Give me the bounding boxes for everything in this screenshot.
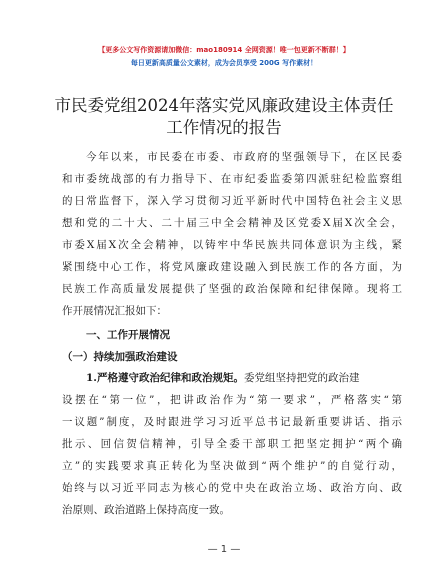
paragraph-line: 一议题”制度，及时跟进学习习近平总书记最新重要讲话、指示: [62, 416, 402, 428]
paragraph-line: 作开展情况汇报如下：: [62, 305, 167, 317]
paragraph-line: 始终与以习近平同志为核心的党中央在政治立场、政治方向、政: [62, 482, 402, 494]
item-text: 委党组坚持把党的政治建: [243, 372, 360, 384]
paragraph-line: 治原则、政治道路上保持高度一致。: [62, 504, 230, 516]
paragraph-line: 紧围绕中心工作，将党风廉政建设融入到民族工作的各方面，为: [62, 261, 402, 273]
page-number: — 1 —: [207, 544, 241, 555]
paragraph-line: 市委X届X次全会精神，以铸牢中华民族共同体意识为主线，紧: [62, 239, 402, 251]
paragraph-line: 立”的实践要求真正转化为坚决做到“两个维护”的自觉行动，: [62, 460, 402, 472]
subsection-heading: （一）持续加强政治建设: [62, 351, 178, 363]
paragraph-line: 设摆在“第一位”，把讲政治作为“第一要求”，严格落实“第: [62, 394, 402, 406]
document-title-continued: 工作情况的报告: [166, 118, 282, 137]
promo-banner-line: 【更多公文写作资源请加微信：mao180914 全网资源！唯一包更新不断群！】: [98, 46, 350, 54]
document-title: 市民委党组2024年落实党风廉政建设主体责任: [54, 96, 394, 115]
paragraph-line: 的日常监督下，深入学习贯彻习近平新时代中国特色社会主义思: [62, 195, 402, 207]
paragraph-line: 批示、回信贺信精神，引导全委干部职工把坚定拥护“两个确: [62, 438, 402, 450]
paragraph-line: 和市委统战部的有力指导下、在市纪委监委第四派驻纪检监察组: [62, 173, 402, 185]
paragraph-line: 想和党的二十大、二十届三中全会精神及区党委X届X次全会，: [62, 217, 402, 229]
section-heading: 一、工作开展情况: [86, 329, 170, 341]
item-heading: 1.严格遵守政治纪律和政治规矩。: [86, 372, 244, 384]
promo-subline: 每日更新高质量公文素材，成为会员享受 200G 写作素材！: [130, 59, 318, 67]
item-first-line: [86, 371, 402, 385]
paragraph-line: 今年以来，市民委在市委、市政府的坚强领导下，在区民委: [86, 151, 402, 163]
paragraph-line: 民族工作高质量发展提供了坚强的政治保障和纪律保障。现将工: [62, 283, 402, 295]
